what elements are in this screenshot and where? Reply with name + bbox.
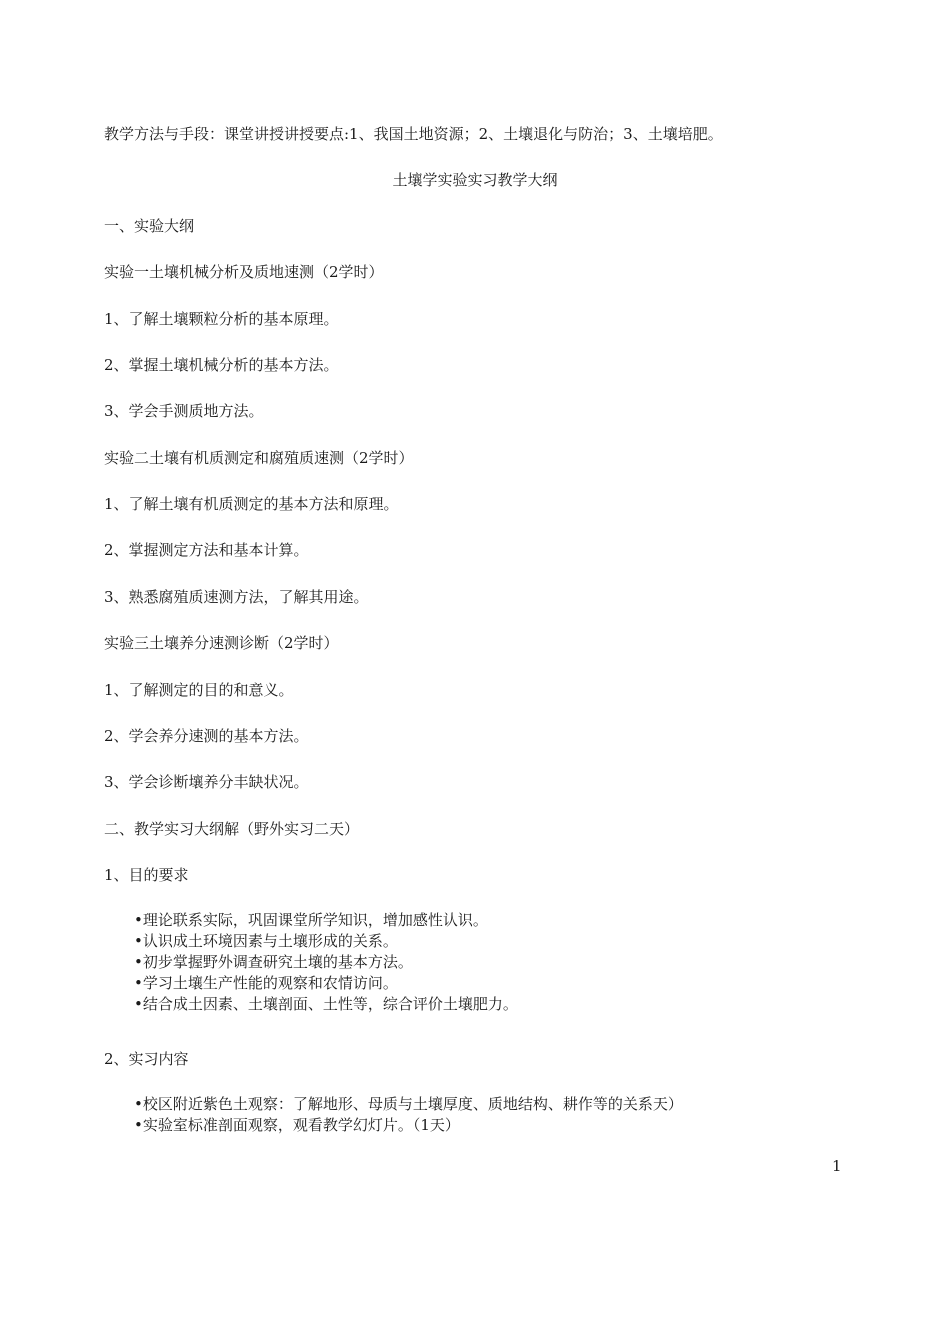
experiment-3-item-3: 3、学会诊断壤养分丰缺状况。 (104, 773, 309, 791)
content-bullet-list (134, 1094, 683, 1136)
experiment-2-item-1: 1、了解土壤有机质测定的基本方法和原理。 (104, 495, 399, 513)
list-item: •校区附近紫色土观察：了解地形、母质与土壤厚度、质地结构、耕作等的关系天） (134, 1095, 683, 1113)
experiment-1-item-3: 3、学会手测质地方法。 (104, 402, 264, 420)
list-item: •学习土壤生产性能的观察和农情访问。 (134, 974, 398, 992)
intro-paragraph: 教学方法与手段：课堂讲授讲授要点:1、我国土地资源；2、土壤退化与防治；3、土壤培肥。 (104, 125, 723, 143)
document-title: 土壤学实验实习教学大纲 (392, 171, 558, 189)
experiment-2-title: 实验二土壤有机质测定和腐殖质速测（2学时） (104, 449, 414, 467)
experiment-3-item-2: 2、学会养分速测的基本方法。 (104, 727, 309, 745)
list-item: •结合成土因素、土壤剖面、土性等，综合评价土壤肥力。 (134, 995, 518, 1013)
list-item: •认识成土环境因素与土壤形成的关系。 (134, 932, 398, 950)
page-number: 1 (832, 1157, 842, 1175)
goals-heading: 1、目的要求 (104, 866, 189, 884)
goals-bullet-list (134, 910, 518, 1015)
experiment-2-item-2: 2、掌握测定方法和基本计算。 (104, 541, 309, 559)
list-item: •初步掌握野外调查研究土壤的基本方法。 (134, 953, 413, 971)
section-heading-field-practice: 二、教学实习大纲解（野外实习二天） (104, 820, 360, 838)
experiment-1-title: 实验一土壤机械分析及质地速测（2学时） (104, 263, 384, 281)
experiment-3-title: 实验三土壤养分速测诊断（2学时） (104, 634, 339, 652)
content-heading: 2、实习内容 (104, 1050, 189, 1068)
list-item: •实验室标准剖面观察，观看教学幻灯片。（1天） (134, 1116, 460, 1134)
experiment-1-item-2: 2、掌握土壤机械分析的基本方法。 (104, 356, 339, 374)
experiment-3-item-1: 1、了解测定的目的和意义。 (104, 681, 294, 699)
experiment-1-item-1: 1、了解土壤颗粒分析的基本原理。 (104, 310, 339, 328)
list-item: •理论联系实际，巩固课堂所学知识，增加感性认识。 (134, 911, 488, 929)
section-heading-experiments: 一、实验大纲 (104, 217, 195, 235)
experiment-2-item-3: 3、熟悉腐殖质速测方法，了解其用途。 (104, 588, 369, 606)
